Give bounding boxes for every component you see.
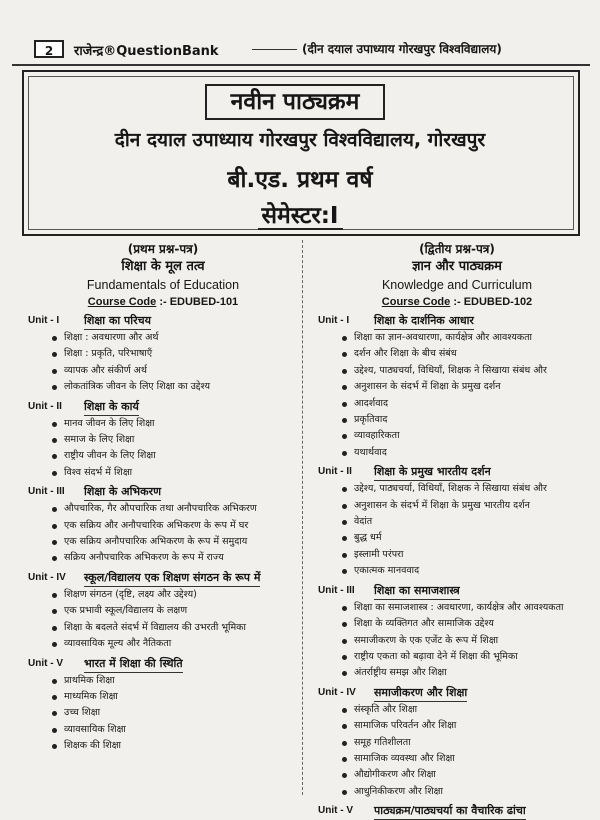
topic-item: उच्च शिक्षा	[64, 705, 298, 721]
semester-underline	[258, 228, 343, 230]
topic-item: सामाजिक परिवर्तन और शिक्षा	[354, 718, 596, 734]
topic-item: राष्ट्रीय एकता को बढ़ावा देने में शिक्षा की भूमिका	[354, 649, 596, 665]
topic-item: समाजीकरण के एक एजेंट के रूप में शिक्षा	[354, 633, 596, 649]
topic-item: समूह गतिशीलता	[354, 735, 596, 751]
topic-item: आदर्शवाद	[354, 396, 596, 412]
topic-item: एक सक्रिय अनौपचारिक अभिकरण के रूप में समुदाय	[64, 534, 298, 550]
topic-item: शिक्षा : अवधारणा और अर्थ	[64, 330, 298, 346]
topic-item: शिक्षा का समाजशास्त्र : अवधारणा, कार्यक्षेत्र और आवश्यकता	[354, 600, 596, 616]
topic-item: इस्लामी परंपरा	[354, 547, 596, 563]
unit-heading	[318, 582, 596, 600]
topic-item: शिक्षण संगठन (दृष्टि, लक्ष्य और उद्देश्य)	[64, 587, 298, 603]
topic-item: प्रकृतिवाद	[354, 412, 596, 428]
course-code	[318, 294, 596, 310]
unit-heading	[318, 684, 596, 702]
topic-item: लोकतांत्रिक जीवन के लिए शिक्षा का उद्देश्य	[64, 379, 298, 395]
unit-title: शिक्षा के दार्शनिक आधार	[374, 312, 474, 330]
topic-list	[28, 587, 298, 653]
unit-heading	[318, 312, 596, 330]
unit-heading	[28, 483, 298, 501]
unit-list	[318, 312, 596, 820]
topic-item: व्यावसायिक मूल्य और नैतिकता	[64, 636, 298, 652]
topic-item: उद्देश्य, पाठ्यचर्या, विधियाँ, शिक्षक ने सिखाया संबंध और	[354, 363, 596, 379]
unit-title: पाठ्यक्रम/पाठ्यचर्या का वैचारिक ढांचा	[374, 802, 526, 820]
topic-item: व्यावहारिकता	[354, 428, 596, 444]
topic-item: एक प्रभावी स्कूल/विद्यालय के लक्षण	[64, 603, 298, 619]
course-title: बी.एड. प्रथम वर्ष	[227, 167, 373, 193]
unit-title: शिक्षा के प्रमुख भारतीय दर्शन	[374, 463, 491, 481]
topic-item: शिक्षा के व्यक्तिगत और सामाजिक उद्देश्य	[354, 616, 596, 632]
unit-title: शिक्षा का परिचय	[84, 312, 151, 330]
unit-title: शिक्षा के अभिकरण	[84, 483, 161, 501]
topic-item: अनुशासन के संदर्भ में शिक्षा के प्रमुख दर्शन	[354, 379, 596, 395]
unit-title: शिक्षा के कार्य	[84, 398, 139, 416]
unit-heading	[28, 312, 298, 330]
topic-list	[318, 330, 596, 461]
topic-item: औपचारिक, गैर औपचारिक तथा अनौपचारिक अभिकरण	[64, 501, 298, 517]
course-code-value: :- EDUBED-102	[453, 296, 533, 308]
subject-hindi: शिक्षा के मूल तत्व	[121, 259, 205, 274]
unit-number: Unit - IV	[318, 686, 356, 698]
unit-list	[28, 312, 298, 755]
topic-item: बुद्ध धर्म	[354, 530, 596, 546]
topic-item: उद्देश्य, पाठ्यचर्या, विधियाँ, शिक्षक ने सिखाया संबंध और	[354, 481, 596, 497]
course-code	[28, 294, 298, 310]
new-syllabus-title: नवीन पाठ्यक्रम	[205, 84, 385, 120]
unit-title: स्कूल/विद्यालय एक शिक्षण संगठन के रूप में	[84, 569, 260, 587]
course-code-label: Course Code	[87, 296, 157, 308]
topic-item: औद्योगीकरण और शिक्षा	[354, 767, 596, 783]
topic-item: विश्व संदर्भ में शिक्षा	[64, 465, 298, 481]
unit-heading	[318, 463, 596, 481]
topic-item: व्यावसायिक शिक्षा	[64, 722, 298, 738]
unit-title: भारत में शिक्षा की स्थिति	[84, 655, 183, 673]
topic-item: शिक्षक की शिक्षा	[64, 738, 298, 754]
paper-heading: (प्रथम प्रश्न-पत्र)	[127, 242, 199, 256]
unit-number: Unit - I	[28, 315, 60, 326]
subject-english: Fundamentals of Education	[86, 278, 240, 292]
topic-item: राष्ट्रीय जीवन के लिए शिक्षा	[64, 448, 298, 464]
unit-heading	[28, 569, 298, 587]
topic-item: अनुशासन के संदर्भ में शिक्षा के प्रमुख भारतीय दर्शन	[354, 498, 596, 514]
unit-number: Unit - V	[28, 657, 63, 669]
column-divider	[302, 240, 303, 795]
topic-list	[318, 481, 596, 579]
subject-english: Knowledge and Curriculum	[381, 278, 533, 292]
topic-list	[28, 416, 298, 482]
unit-number: Unit - III	[318, 584, 355, 596]
course-code-value: :- EDUBED-101	[159, 296, 239, 308]
unit-title: समाजीकरण और शिक्षा	[374, 684, 467, 702]
topic-list	[318, 702, 596, 800]
topic-item: प्राथमिक शिक्षा	[64, 673, 298, 689]
header-divider	[12, 64, 590, 66]
unit-number: Unit - IV	[28, 571, 66, 583]
course-code-label: Course Code	[381, 296, 451, 308]
topic-item: मानव जीवन के लिए शिक्षा	[64, 416, 298, 432]
topic-list	[28, 501, 298, 567]
topic-item: माध्यमिक शिक्षा	[64, 689, 298, 705]
header-university: (दीन दयाल उपाध्याय गोरखपुर विश्वविद्यालय)	[302, 42, 502, 56]
unit-number: Unit - II	[28, 400, 62, 412]
unit-heading	[318, 802, 596, 820]
university-name: दीन दयाल उपाध्याय गोरखपुर विश्वविद्यालय, गोरखपुर	[114, 129, 486, 151]
topic-item: वेदांत	[354, 514, 596, 530]
topic-item: अंतर्राष्ट्रीय समझ और शिक्षा	[354, 665, 596, 681]
topic-item: आधुनिकीकरण और शिक्षा	[354, 784, 596, 800]
unit-heading	[28, 398, 298, 416]
unit-heading	[28, 655, 298, 673]
subject-hindi: ज्ञान और पाठ्यक्रम	[412, 259, 502, 274]
topic-item: शिक्षा के बदलते संदर्भ में विद्यालय की उभरती भूमिका	[64, 620, 298, 636]
topic-item: शिक्षा का ज्ञान-अवधारणा, कार्यक्षेत्र और आवश्यकता	[354, 330, 596, 346]
brand-logo-text: राजेन्द्र®QuestionBank	[74, 44, 219, 59]
unit-title: शिक्षा का समाजशास्त्र	[374, 582, 460, 600]
topic-list	[28, 330, 298, 396]
topic-item: समाज के लिए शिक्षा	[64, 432, 298, 448]
page-header	[12, 38, 590, 62]
paper-two-column	[318, 240, 596, 820]
topic-item: दर्शन और शिक्षा के बीच संबंध	[354, 346, 596, 362]
topic-item: संस्कृति और शिक्षा	[354, 702, 596, 718]
topic-item: एकात्मक मानववाद	[354, 563, 596, 579]
unit-number: Unit - II	[318, 466, 352, 478]
paper-one-column	[28, 240, 298, 755]
topic-item: व्यापक और संकीर्ण अर्थ	[64, 363, 298, 379]
unit-number: Unit - V	[318, 805, 353, 817]
unit-number: Unit - I	[318, 315, 350, 326]
topic-item: सामाजिक व्यवस्था और शिक्षा	[354, 751, 596, 767]
unit-number: Unit - III	[28, 486, 65, 498]
topic-list	[318, 600, 596, 682]
paper-heading: (द्वितीय प्रश्न-पत्र)	[419, 242, 495, 256]
header-rule	[252, 49, 297, 50]
topic-item: सक्रिय अनौपचारिक अभिकरण के रूप में राज्य	[64, 550, 298, 566]
page-number: 2	[34, 40, 64, 58]
topic-item: यथार्थवाद	[354, 445, 596, 461]
topic-list	[28, 673, 298, 755]
topic-item: एक सक्रिय और अनौपचारिक अभिकरण के रूप में घर	[64, 518, 298, 534]
topic-item: शिक्षा : प्रकृति, परिभाषाएँ	[64, 346, 298, 362]
semester-title: सेमेस्टर:I	[261, 203, 339, 229]
